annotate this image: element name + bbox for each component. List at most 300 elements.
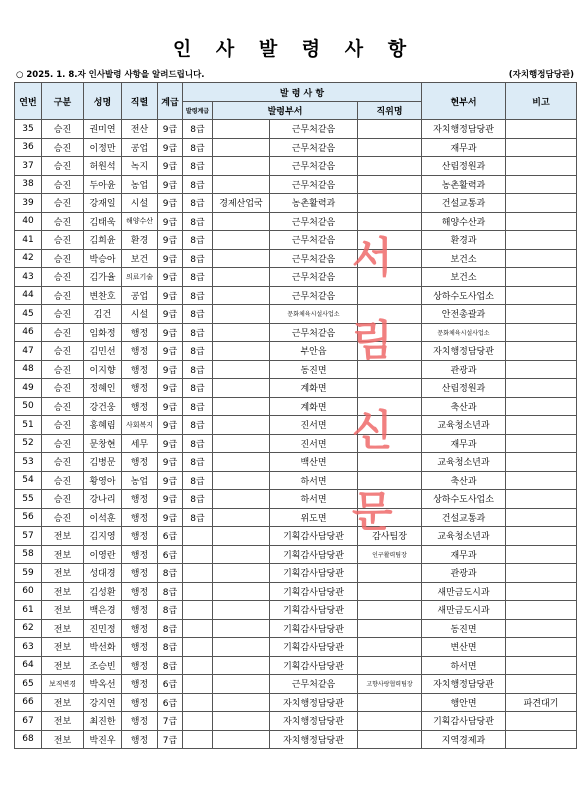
cell-order-grade [183, 564, 213, 583]
cell-type: 승진 [42, 305, 84, 324]
cell-series: 행정 [122, 656, 158, 675]
personnel-table [14, 82, 577, 749]
cell-grade: 9급 [158, 490, 183, 509]
cell-order-pos [358, 601, 422, 620]
page-title: 인 사 발 령 사 항 [172, 38, 416, 60]
cell-series: 행정 [122, 638, 158, 657]
cell-order-grade: 8급 [183, 249, 213, 268]
cell-series: 행정 [122, 379, 158, 398]
cell-type: 전보 [42, 656, 84, 675]
cell-grade: 9급 [158, 360, 183, 379]
table-body [15, 120, 577, 749]
cell-note [506, 712, 577, 731]
cell-note [506, 434, 577, 453]
cell-note [506, 545, 577, 564]
cell-current: 재무과 [422, 545, 506, 564]
cell-current: 건설교통과 [422, 194, 506, 213]
watermark-char: 문 [352, 487, 393, 536]
cell-series: 행정 [122, 582, 158, 601]
table-row [15, 212, 577, 231]
table-row [15, 582, 577, 601]
cell-grade: 9급 [158, 212, 183, 231]
cell-order-dept: 근무처같음 [270, 249, 358, 268]
header-current: 현부서 [422, 83, 506, 120]
cell-no: 44 [15, 286, 42, 305]
cell-order-sub [213, 342, 270, 361]
cell-order-sub [213, 545, 270, 564]
cell-type: 승진 [42, 379, 84, 398]
cell-order-pos [358, 582, 422, 601]
cell-current: 관광과 [422, 564, 506, 583]
cell-order-grade [183, 693, 213, 712]
cell-order-grade: 8급 [183, 508, 213, 527]
table-row [15, 268, 577, 287]
cell-type: 승진 [42, 120, 84, 139]
cell-note [506, 194, 577, 213]
cell-order-sub [213, 286, 270, 305]
cell-grade: 6급 [158, 693, 183, 712]
cell-type: 승진 [42, 342, 84, 361]
cell-current: 기획감사담당관 [422, 712, 506, 731]
cell-series: 녹지 [122, 157, 158, 176]
cell-current: 동진면 [422, 619, 506, 638]
cell-current: 지역경제과 [422, 730, 506, 749]
table-row [15, 656, 577, 675]
cell-no: 52 [15, 434, 42, 453]
cell-order-dept: 농촌활력과 [270, 194, 358, 213]
cell-type: 승진 [42, 453, 84, 472]
cell-order-sub [213, 397, 270, 416]
cell-order-pos [358, 379, 422, 398]
cell-current: 자치행정담당관 [422, 675, 506, 694]
cell-order-dept: 근무처같음 [270, 675, 358, 694]
table-row [15, 730, 577, 749]
cell-order-pos [358, 712, 422, 731]
cell-order-sub [213, 138, 270, 157]
cell-name: 백은경 [84, 601, 122, 620]
cell-no: 53 [15, 453, 42, 472]
cell-grade: 9급 [158, 323, 183, 342]
cell-type: 승진 [42, 157, 84, 176]
cell-order-pos: 인구활력팀장 [358, 545, 422, 564]
cell-order-pos: 고향사랑협력팀장 [358, 675, 422, 694]
cell-order-grade: 8급 [183, 360, 213, 379]
cell-note [506, 675, 577, 694]
cell-series: 공업 [122, 286, 158, 305]
cell-name: 박선화 [84, 638, 122, 657]
cell-no: 58 [15, 545, 42, 564]
cell-series: 사회복지 [122, 416, 158, 435]
table-row [15, 360, 577, 379]
cell-order-pos [358, 564, 422, 583]
cell-order-dept: 자치행정담당관 [270, 693, 358, 712]
cell-no: 66 [15, 693, 42, 712]
cell-order-sub [213, 305, 270, 324]
cell-series: 공업 [122, 138, 158, 157]
cell-grade: 9급 [158, 194, 183, 213]
cell-order-pos [358, 638, 422, 657]
cell-grade: 8급 [158, 619, 183, 638]
table-row [15, 194, 577, 213]
cell-order-dept: 기획감사담당관 [270, 638, 358, 657]
cell-note [506, 564, 577, 583]
cell-order-sub [213, 675, 270, 694]
cell-series: 행정 [122, 508, 158, 527]
cell-no: 46 [15, 323, 42, 342]
cell-series: 행정 [122, 601, 158, 620]
cell-name: 김태욱 [84, 212, 122, 231]
cell-grade: 9급 [158, 231, 183, 250]
cell-name: 이정만 [84, 138, 122, 157]
cell-grade: 9급 [158, 342, 183, 361]
cell-current: 산림정원과 [422, 157, 506, 176]
cell-order-sub [213, 619, 270, 638]
table-row [15, 508, 577, 527]
cell-no: 64 [15, 656, 42, 675]
cell-grade: 8급 [158, 601, 183, 620]
cell-order-dept: 자치행정담당관 [270, 730, 358, 749]
cell-current: 재무과 [422, 434, 506, 453]
cell-current: 변산면 [422, 638, 506, 657]
cell-type: 전보 [42, 601, 84, 620]
table-row [15, 138, 577, 157]
cell-order-sub [213, 360, 270, 379]
cell-order-grade: 8급 [183, 231, 213, 250]
cell-series: 의료기술 [122, 268, 158, 287]
table-row [15, 453, 577, 472]
cell-current: 새만금도시과 [422, 582, 506, 601]
cell-grade: 9급 [158, 397, 183, 416]
cell-grade: 9급 [158, 138, 183, 157]
table-row [15, 601, 577, 620]
cell-current: 보건소 [422, 249, 506, 268]
cell-order-grade: 8급 [183, 138, 213, 157]
cell-grade: 9급 [158, 157, 183, 176]
cell-note [506, 730, 577, 749]
cell-name: 이지향 [84, 360, 122, 379]
cell-order-sub [213, 693, 270, 712]
cell-order-dept: 기획감사담당관 [270, 564, 358, 583]
cell-order-pos [358, 157, 422, 176]
cell-name: 김가율 [84, 268, 122, 287]
table-row [15, 712, 577, 731]
cell-order-sub [213, 268, 270, 287]
cell-order-sub [213, 323, 270, 342]
cell-order-dept: 기획감사담당관 [270, 527, 358, 546]
cell-name: 강지연 [84, 693, 122, 712]
cell-name: 변찬호 [84, 286, 122, 305]
cell-no: 51 [15, 416, 42, 435]
cell-grade: 8급 [158, 638, 183, 657]
header-order-pos: 직위명 [358, 102, 422, 120]
cell-note [506, 471, 577, 490]
cell-series: 행정 [122, 527, 158, 546]
cell-note [506, 268, 577, 287]
cell-order-grade [183, 527, 213, 546]
table-row [15, 157, 577, 176]
cell-name: 박옥선 [84, 675, 122, 694]
cell-current: 교육청소년과 [422, 416, 506, 435]
cell-grade: 7급 [158, 712, 183, 731]
cell-name: 최진한 [84, 712, 122, 731]
cell-order-sub [213, 212, 270, 231]
header-order-grade: 발령계급 [183, 102, 213, 120]
cell-order-grade [183, 712, 213, 731]
cell-order-sub [213, 582, 270, 601]
cell-series: 행정 [122, 545, 158, 564]
header-name: 성명 [84, 83, 122, 120]
cell-no: 41 [15, 231, 42, 250]
cell-order-dept: 동진면 [270, 360, 358, 379]
watermark-char: 림 [352, 316, 393, 365]
cell-note [506, 527, 577, 546]
watermark-char: 서 [352, 233, 393, 282]
cell-name: 김희윤 [84, 231, 122, 250]
cell-note [506, 305, 577, 324]
cell-no: 59 [15, 564, 42, 583]
cell-series: 행정 [122, 342, 158, 361]
cell-no: 39 [15, 194, 42, 213]
cell-order-sub [213, 157, 270, 176]
table-row [15, 545, 577, 564]
cell-note [506, 120, 577, 139]
cell-order-grade [183, 619, 213, 638]
cell-order-sub [213, 656, 270, 675]
cell-type: 전보 [42, 545, 84, 564]
cell-series: 행정 [122, 323, 158, 342]
cell-grade: 9급 [158, 416, 183, 435]
cell-name: 김병문 [84, 453, 122, 472]
cell-no: 65 [15, 675, 42, 694]
header-type: 구분 [42, 83, 84, 120]
cell-series: 농업 [122, 175, 158, 194]
cell-order-pos [358, 656, 422, 675]
cell-order-grade: 8급 [183, 194, 213, 213]
cell-type: 승진 [42, 397, 84, 416]
cell-grade: 9급 [158, 453, 183, 472]
cell-current: 해양수산과 [422, 212, 506, 231]
cell-name: 권미연 [84, 120, 122, 139]
cell-name: 홍혜림 [84, 416, 122, 435]
cell-no: 54 [15, 471, 42, 490]
cell-grade: 9급 [158, 434, 183, 453]
cell-type: 전보 [42, 619, 84, 638]
cell-no: 48 [15, 360, 42, 379]
table-row [15, 305, 577, 324]
cell-note [506, 601, 577, 620]
cell-note [506, 397, 577, 416]
cell-type: 승진 [42, 416, 84, 435]
cell-no: 63 [15, 638, 42, 657]
cell-note [506, 582, 577, 601]
cell-type: 승진 [42, 212, 84, 231]
cell-note [506, 212, 577, 231]
cell-type: 승진 [42, 323, 84, 342]
notice-text: ○ 2025. 1. 8.자 인사발령 사항을 알려드립니다. [16, 70, 205, 80]
cell-order-sub [213, 638, 270, 657]
cell-order-grade [183, 582, 213, 601]
cell-current: 산림정원과 [422, 379, 506, 398]
cell-note [506, 360, 577, 379]
cell-note [506, 619, 577, 638]
cell-no: 42 [15, 249, 42, 268]
table-row [15, 231, 577, 250]
cell-name: 두아윤 [84, 175, 122, 194]
cell-order-sub [213, 434, 270, 453]
cell-current: 건설교통과 [422, 508, 506, 527]
cell-no: 40 [15, 212, 42, 231]
cell-grade: 6급 [158, 545, 183, 564]
cell-series: 행정 [122, 360, 158, 379]
cell-order-sub [213, 527, 270, 546]
cell-order-sub [213, 508, 270, 527]
cell-series: 행정 [122, 730, 158, 749]
cell-grade: 7급 [158, 730, 183, 749]
cell-order-dept: 하서면 [270, 471, 358, 490]
cell-name: 황영아 [84, 471, 122, 490]
cell-order-sub [213, 490, 270, 509]
cell-current: 상하수도사업소 [422, 286, 506, 305]
table-row [15, 286, 577, 305]
cell-order-grade [183, 656, 213, 675]
cell-order-dept: 진서면 [270, 416, 358, 435]
cell-series: 세무 [122, 434, 158, 453]
cell-order-grade: 8급 [183, 490, 213, 509]
cell-order-grade: 8급 [183, 286, 213, 305]
cell-note: 파견대기 [506, 693, 577, 712]
cell-name: 김건 [84, 305, 122, 324]
cell-note [506, 249, 577, 268]
cell-order-dept: 계화면 [270, 397, 358, 416]
cell-note [506, 286, 577, 305]
cell-series: 해양수산 [122, 212, 158, 231]
cell-order-dept: 문화체육시설사업소 [270, 305, 358, 324]
cell-order-pos: 감사팀장 [358, 527, 422, 546]
cell-order-dept: 근무처같음 [270, 323, 358, 342]
cell-name: 허원석 [84, 157, 122, 176]
cell-order-dept: 자치행정담당관 [270, 712, 358, 731]
cell-grade: 8급 [158, 582, 183, 601]
cell-name: 조승빈 [84, 656, 122, 675]
cell-grade: 9급 [158, 120, 183, 139]
cell-note [506, 157, 577, 176]
cell-order-grade: 8급 [183, 323, 213, 342]
cell-order-dept: 기획감사담당관 [270, 601, 358, 620]
cell-order-dept: 백산면 [270, 453, 358, 472]
watermark-char: 신 [352, 406, 393, 455]
cell-series: 행정 [122, 675, 158, 694]
cell-no: 37 [15, 157, 42, 176]
cell-order-dept: 근무처같음 [270, 157, 358, 176]
table-row [15, 490, 577, 509]
cell-order-sub [213, 416, 270, 435]
cell-order-dept: 부안읍 [270, 342, 358, 361]
cell-no: 45 [15, 305, 42, 324]
cell-order-dept: 근무처같음 [270, 268, 358, 287]
cell-no: 61 [15, 601, 42, 620]
cell-order-pos [358, 194, 422, 213]
cell-name: 박승아 [84, 249, 122, 268]
cell-name: 정혜인 [84, 379, 122, 398]
cell-order-dept: 진서면 [270, 434, 358, 453]
cell-order-grade: 8급 [183, 212, 213, 231]
cell-order-dept: 근무처같음 [270, 138, 358, 157]
table-row [15, 379, 577, 398]
cell-order-grade [183, 675, 213, 694]
cell-order-sub [213, 453, 270, 472]
cell-type: 승진 [42, 490, 84, 509]
header-order: 발 령 사 항 [183, 83, 422, 102]
cell-order-grade: 8급 [183, 305, 213, 324]
cell-order-dept: 기획감사담당관 [270, 656, 358, 675]
cell-current: 상하수도사업소 [422, 490, 506, 509]
cell-current: 하서면 [422, 656, 506, 675]
table-row [15, 638, 577, 657]
cell-grade: 9급 [158, 379, 183, 398]
cell-series: 행정 [122, 397, 158, 416]
cell-type: 승진 [42, 138, 84, 157]
cell-order-sub [213, 120, 270, 139]
cell-note [506, 323, 577, 342]
cell-order-dept: 기획감사담당관 [270, 582, 358, 601]
cell-order-sub [213, 471, 270, 490]
cell-type: 승진 [42, 268, 84, 287]
cell-order-sub [213, 601, 270, 620]
cell-name: 김성환 [84, 582, 122, 601]
cell-current: 안전총괄과 [422, 305, 506, 324]
cell-order-pos [358, 138, 422, 157]
cell-order-sub [213, 712, 270, 731]
cell-order-grade: 8급 [183, 379, 213, 398]
cell-order-grade [183, 638, 213, 657]
cell-name: 강재일 [84, 194, 122, 213]
cell-no: 56 [15, 508, 42, 527]
cell-current: 교육청소년과 [422, 453, 506, 472]
cell-series: 보건 [122, 249, 158, 268]
cell-current: 환경과 [422, 231, 506, 250]
cell-no: 49 [15, 379, 42, 398]
table-row [15, 619, 577, 638]
cell-series: 전산 [122, 120, 158, 139]
cell-order-pos [358, 286, 422, 305]
cell-series: 행정 [122, 712, 158, 731]
cell-order-sub [213, 231, 270, 250]
cell-type: 승진 [42, 194, 84, 213]
cell-series: 행정 [122, 619, 158, 638]
cell-series: 시설 [122, 305, 158, 324]
cell-name: 김민선 [84, 342, 122, 361]
cell-note [506, 490, 577, 509]
cell-current: 교육청소년과 [422, 527, 506, 546]
cell-name: 강나리 [84, 490, 122, 509]
cell-note [506, 138, 577, 157]
cell-order-grade: 8급 [183, 157, 213, 176]
cell-order-sub [213, 175, 270, 194]
cell-type: 전보 [42, 582, 84, 601]
cell-grade: 9급 [158, 249, 183, 268]
cell-order-grade: 8급 [183, 342, 213, 361]
header-no: 연번 [15, 83, 42, 120]
cell-grade: 9급 [158, 268, 183, 287]
cell-name: 강건웅 [84, 397, 122, 416]
cell-note [506, 453, 577, 472]
cell-series: 행정 [122, 693, 158, 712]
header-grade: 계급 [158, 83, 183, 120]
cell-grade: 9급 [158, 305, 183, 324]
cell-note [506, 342, 577, 361]
cell-series: 행정 [122, 564, 158, 583]
cell-no: 47 [15, 342, 42, 361]
